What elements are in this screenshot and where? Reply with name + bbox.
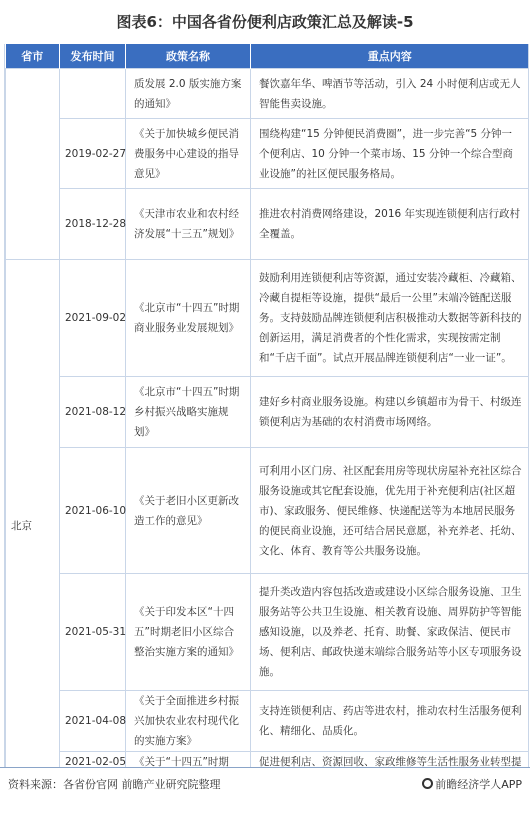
content-cell: 提升类改造内容包括改造或建设小区综合服务设施、卫生服务站等公共卫生设施、相关教育设施、周界防护等智能感知设施，以及养老、托育、助餐、家政保洁、便民市场、便利店、邮政快递末端综合服务站等小区专项服务设施。 <box>251 574 529 691</box>
policy-cell: 《天津市农业和农村经济发展“十三五”规划》 <box>126 189 251 260</box>
date-cell: 2018-12-28 <box>60 189 126 260</box>
figure-title: 图表6：中国各省份便利店政策汇总及解读-5 <box>116 13 414 31</box>
table-row <box>6 752 529 768</box>
table-row <box>6 448 529 574</box>
date-cell: 2021-06-10 <box>60 448 126 574</box>
policy-cell: 《关于加快城乡便民消费服务中心建设的指导意见》 <box>126 119 251 189</box>
content-cell: 支持连锁便利店、药店等进农村，推动农村生活服务便利化、精细化、品质化。 <box>251 691 529 752</box>
date-cell: 2021-09-02 <box>60 260 126 377</box>
content-cell: 鼓励利用连锁便利店等资源，通过安装冷藏柜、冷藏箱、冷藏自提柜等设施，提供“最后一公里”末端冷链配送服务。支持鼓励品牌连锁便利店积极推动大数据等新科技的创新运用，满足消费者的个性化需求，实现按需定制和“千店千面”。试点开展品牌连锁便利店“一业一证”。 <box>251 260 529 377</box>
table-row <box>6 260 529 377</box>
content-cell: 推进农村消费网络建设，2016 年实现连锁便利店行政村全覆盖。 <box>251 189 529 260</box>
content-cell: 餐饮嘉年华、啤酒节等活动，引入 24 小时便利店或无人智能售卖设施。 <box>251 69 529 119</box>
policy-table <box>4 44 529 767</box>
policy-cell: 《关于老旧小区更新改造工作的意见》 <box>126 448 251 574</box>
brand-label: 前瞻经济学人APP <box>435 778 522 791</box>
table-row <box>6 119 529 189</box>
date-cell: 2021-05-31 <box>60 574 126 691</box>
policy-cell: 《关于印发本区“十四五”时期老旧小区综合整治实施方案的通知》 <box>126 574 251 691</box>
table-row <box>6 377 529 448</box>
content-cell: 促进便利店、资源回收、家政维修等生活性服务业转型提 <box>251 752 529 768</box>
table-row <box>6 189 529 260</box>
content-cell: 可利用小区门房、社区配套用房等现状房屋补充社区综合服务设施或其它配套设施，优先用于补充便利店(社区超市)、家政服务、便民维修、快递配送等为本地居民服务的便民商业设施，还可结合居民意愿，补充养老、托幼、文化、体育、教育等公共服务设施。 <box>251 448 529 574</box>
policy-cell: 《北京市“十四五”时期商业服务业发展规划》 <box>126 260 251 377</box>
policy-cell: 《关于全面推进乡村振兴加快农业农村现代化的实施方案》 <box>126 691 251 752</box>
qianzhan-logo-icon <box>422 778 433 789</box>
footer <box>0 767 530 822</box>
table-row <box>6 691 529 752</box>
date-cell: 2019-02-27 <box>60 119 126 189</box>
header-province: 省市 <box>6 44 60 69</box>
date-cell: 2021-02-05 <box>60 752 126 768</box>
table-header-row <box>6 44 529 69</box>
policy-cell: 《关于“十四五”时期 <box>126 752 251 768</box>
content-cell: 建好乡村商业服务设施。构建以乡镇超市为骨干、村级连锁便利店为基础的农村消费市场网络。 <box>251 377 529 448</box>
header-policy: 政策名称 <box>126 44 251 69</box>
policy-cell: 质发展 2.0 版实施方案的通知》 <box>126 69 251 119</box>
province-cell-beijing: 北京 <box>6 260 60 768</box>
date-cell <box>60 69 126 119</box>
header-date: 发布时间 <box>60 44 126 69</box>
date-cell: 2021-04-08 <box>60 691 126 752</box>
header-content: 重点内容 <box>251 44 529 69</box>
table-row <box>6 574 529 691</box>
date-cell: 2021-08-12 <box>60 377 126 448</box>
table-row <box>6 69 529 119</box>
content-cell: 围绕构建“15 分钟便民消费圈”，进一步完善“5 分钟一个便利店、10 分钟一个菜市场、15 分钟一个综合型商业设施”的社区便民服务格局。 <box>251 119 529 189</box>
province-cell-empty <box>6 69 60 260</box>
source-note: 资料来源：各省份官网 前瞻产业研究院整理 <box>8 778 221 791</box>
brand-credit <box>422 776 522 792</box>
policy-cell: 《北京市“十四五”时期乡村振兴战略实施规划》 <box>126 377 251 448</box>
